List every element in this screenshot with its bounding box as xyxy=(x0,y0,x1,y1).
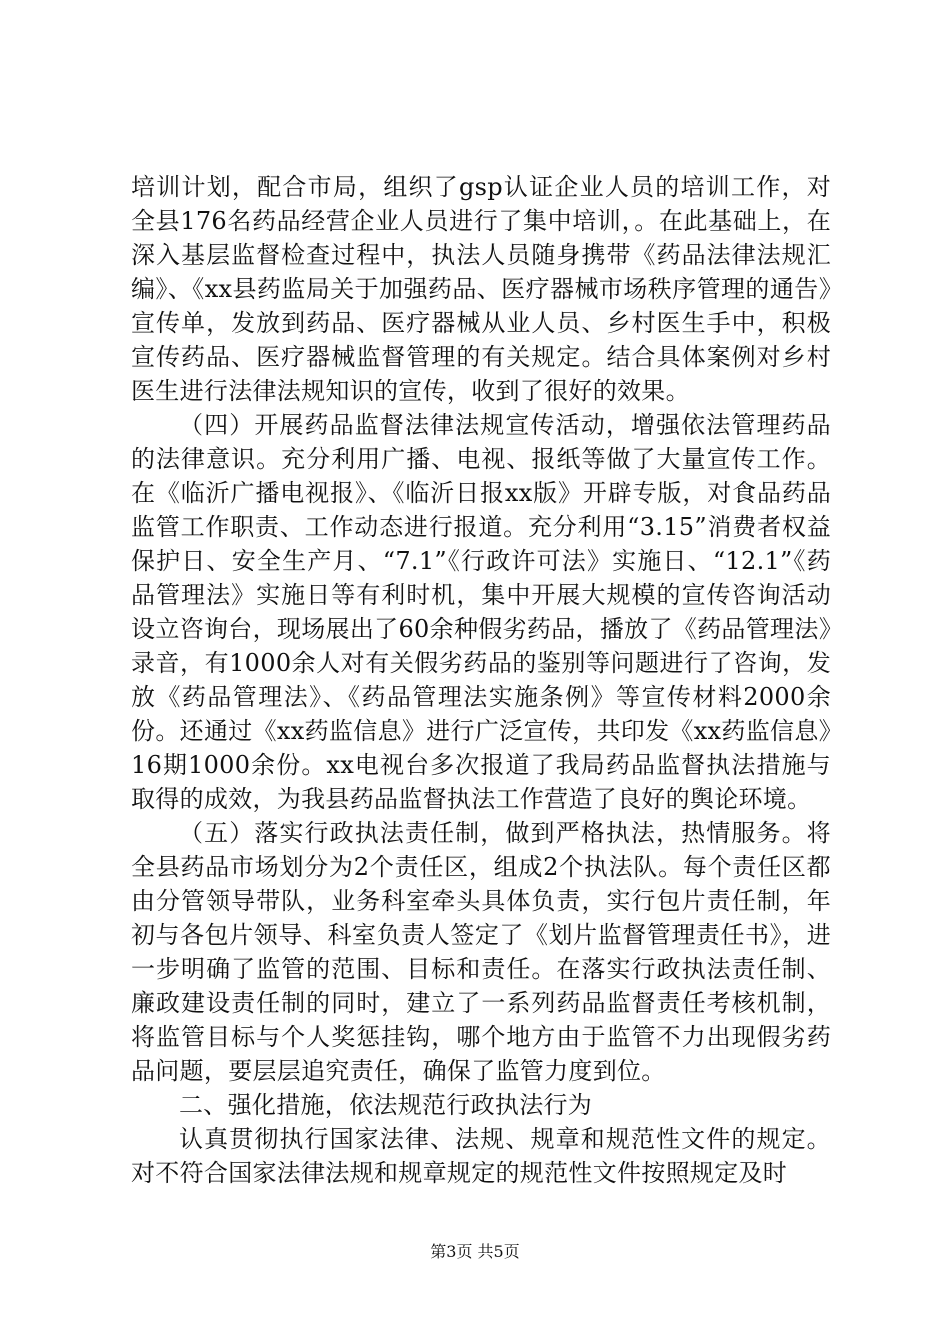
paragraph-continuation: 培训计划，配合市局，组织了gsp认证企业人员的培训工作，对全县176名药品经营企业人员进行了集中培训，。在此基础上，在深入基层监督检查过程中，执法人员随身携带《药品法律法规汇编》、《xx县药监局关于加强药品、医疗器械市场秩序管理的通告》宣传单，发放到药品、医疗器械从业人员、乡村医生手中，积极宣传药品、医疗器械监督管理的有关规定。结合具体案例对乡村医生进行法律法规知识的宣传，收到了很好的效果。 xyxy=(131,173,831,405)
page-number: 第3页 共5页 xyxy=(430,1242,520,1261)
paragraph-section-five: （五）落实行政执法责任制，做到严格执法，热情服务。将全县药品市场划分为2个责任区，组成2个执法队。每个责任区都由分管领导带队，业务科室牵头具体负责，实行包片责任制，年初与各包片领导、科室负责人签定了《划片监督管理责任书》，进一步明确了监管的范围、目标和责任。在落实行政执法责任制、廉政建设责任制的同时，建立了一系列药品监督责任考核机制，将监管目标与个人奖惩挂钩，哪个地方由于监管不力出现假劣药品问题，要层层追究责任，确保了监管力度到位。 xyxy=(131,819,831,1085)
paragraph-section-four: （四）开展药品监督法律法规宣传活动，增强依法管理药品的法律意识。充分利用广播、电视、报纸等做了大量宣传工作。在《临沂广播电视报》、《临沂日报xx版》开辟专版，对食品药品监管工作职责、工作动态进行报道。充分利用“3.15”消费者权益保护日、安全生产月、“7.1”《行政许可法》实施日、“12.1”《药品管理法》实施日等有利时机，集中开展大规模的宣传咨询活动设立咨询台，现场展出了60余种假劣药品，播放了《药品管理法》录音，有1000余人对有关假劣药品的鉴别等问题进行了咨询，发放《药品管理法》、《药品管理法实施条例》等宣传材料2000余份。还通过《xx药监信息》进行广泛宣传，共印发《xx药监信息》16期1000余份。xx电视台多次报道了我局药品监督执法措施与取得的成效，为我县药品监督执法工作营造了良好的舆论环境。 xyxy=(131,411,831,813)
paragraph-section-two-intro: 认真贯彻执行国家法律、法规、规章和规范性文件的规定。对不符合国家法律法规和规章规定的规范性文件按照规定及时 xyxy=(131,1125,831,1187)
document-body xyxy=(131,170,831,1190)
section-heading-two: 二、强化措施，依法规范行政执法行为 xyxy=(179,1091,593,1119)
page-footer xyxy=(0,1240,950,1264)
